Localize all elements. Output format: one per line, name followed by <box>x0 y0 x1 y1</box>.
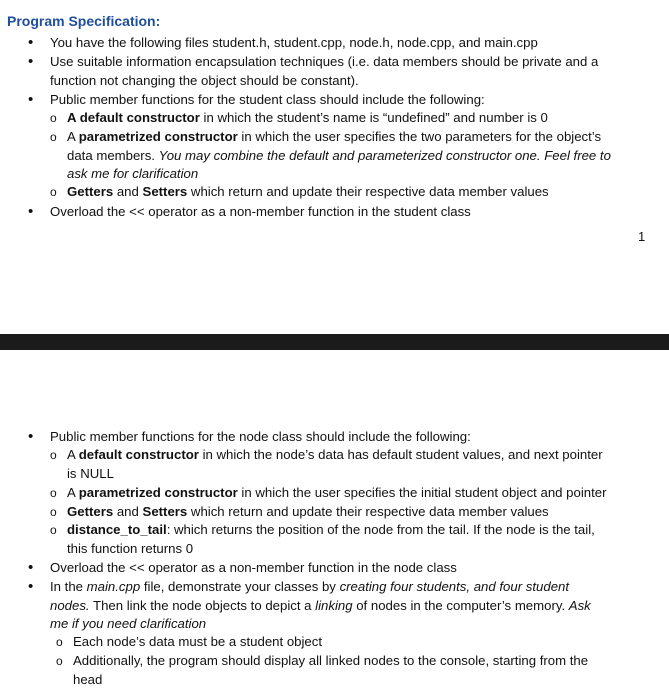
bullet-mark: • <box>28 559 34 576</box>
bullet-text-line: function not changing the object should be constant). <box>50 72 359 88</box>
sub-text: in which the user specifies the initial student object and pointer <box>237 485 607 500</box>
bullet-mark: • <box>28 203 34 220</box>
sub-text: A <box>67 447 79 462</box>
term-bold: distance_to_tail <box>67 522 167 537</box>
page-one <box>0 0 669 334</box>
sub-text: Each node’s data must be a student object <box>73 634 323 649</box>
sub-text-line: Additionally, the program should display all linked nodes to the console, starting from the <box>73 653 589 668</box>
italic-note: nodes. <box>50 597 90 613</box>
italic-note: me if you need clarification <box>50 616 207 631</box>
sub-default-constructor <box>50 109 667 128</box>
bullet-encapsulation <box>28 53 650 90</box>
page-two <box>0 350 669 700</box>
sub-mark: o <box>56 654 63 668</box>
bullet-mark: • <box>28 428 34 445</box>
bullet-main-cpp <box>28 578 650 634</box>
bullet-text: Public member functions for the node class should include the following: <box>50 429 471 444</box>
bullet-mark: • <box>28 53 34 70</box>
sub-distance-to-tail <box>50 521 657 558</box>
sub-text: which return and update their respective data member values <box>187 184 549 199</box>
page-number: 1 <box>638 229 646 244</box>
term-bold: parametrized constructor <box>78 485 238 500</box>
bullet-node-functions <box>28 428 650 447</box>
sub-text: : which returns the position of the node from the tail. If the node is the tail, <box>166 522 595 537</box>
sub-getters-setters <box>50 183 667 202</box>
sub-text: data members. <box>67 147 159 163</box>
italic-note: creating four students, and four student <box>339 579 570 594</box>
page-divider <box>0 334 669 350</box>
sub-node-getters-setters <box>50 503 667 522</box>
bullet-text: of nodes in the computer’s memory. <box>352 597 569 613</box>
sub-text: and <box>113 504 143 519</box>
sub-mark: o <box>50 486 57 500</box>
bullet-text: file, demonstrate your classes by <box>140 579 340 594</box>
sub-text-line: head <box>73 671 103 687</box>
italic-note: ask me for clarification <box>67 166 199 181</box>
bullet-files <box>28 34 650 53</box>
italic-note: Ask <box>568 597 591 613</box>
bullet-text-line: Use suitable information encapsulation techniques (i.e. data members should be private and a <box>50 54 599 69</box>
term-bold: Setters <box>142 504 188 519</box>
sub-node-data <box>56 633 669 652</box>
sub-text-line: is NULL <box>67 465 114 481</box>
bullet-text: You have the following files student.h, student.cpp, node.h, node.cpp, and main.cpp <box>50 35 538 50</box>
bullet-overload-student <box>28 203 650 222</box>
sub-text: in which the student’s name is “undefined” and number is 0 <box>199 110 548 125</box>
bullet-mark: • <box>28 578 34 595</box>
sub-node-param-constructor <box>50 484 657 503</box>
sub-mark: o <box>50 505 57 519</box>
term-bold: A default constructor <box>67 110 200 125</box>
bullet-mark: • <box>28 91 34 108</box>
sub-mark: o <box>50 111 57 125</box>
sub-node-default-constructor <box>50 446 657 483</box>
term-bold: parametrized constructor <box>78 129 238 144</box>
sub-text: which return and update their respective data member values <box>187 504 549 519</box>
sub-text-line: this function returns 0 <box>67 540 194 556</box>
sub-text: in which the node’s data has default student values, and next pointer <box>198 447 603 462</box>
sub-mark: o <box>50 130 57 144</box>
bullet-text: Overload the << operator as a non-member function in the node class <box>50 560 457 575</box>
page-title: Program Specification: <box>7 13 161 29</box>
sub-text: A <box>67 129 79 144</box>
term-bold: Setters <box>142 184 188 199</box>
italic-note: linking <box>315 597 353 613</box>
italic-note: main.cpp <box>86 579 141 594</box>
bullet-text: In the <box>50 579 87 594</box>
sub-text: in which the user specifies the two parameters for the object’s <box>237 129 602 144</box>
term-bold: Getters <box>67 504 114 519</box>
sub-param-constructor <box>50 128 657 184</box>
italic-note: You may combine the default and parameterized constructor one. Feel free to <box>158 147 611 163</box>
bullet-text: Then link the node objects to depict a <box>89 597 316 613</box>
sub-text: A <box>67 485 79 500</box>
bullet-mark: • <box>28 34 34 51</box>
sub-mark: o <box>50 448 57 462</box>
term-bold: default constructor <box>78 447 199 462</box>
bullet-overload-node <box>28 559 650 578</box>
sub-mark: o <box>50 185 57 199</box>
sub-mark: o <box>50 523 57 537</box>
bullet-text: Public member functions for the student class should include the following: <box>50 92 485 107</box>
bullet-student-functions <box>28 91 650 110</box>
bullet-text: Overload the << operator as a non-member function in the student class <box>50 204 471 219</box>
sub-display-nodes <box>56 652 653 689</box>
sub-text: and <box>113 184 143 199</box>
sub-mark: o <box>56 635 63 649</box>
term-bold: Getters <box>67 184 114 199</box>
